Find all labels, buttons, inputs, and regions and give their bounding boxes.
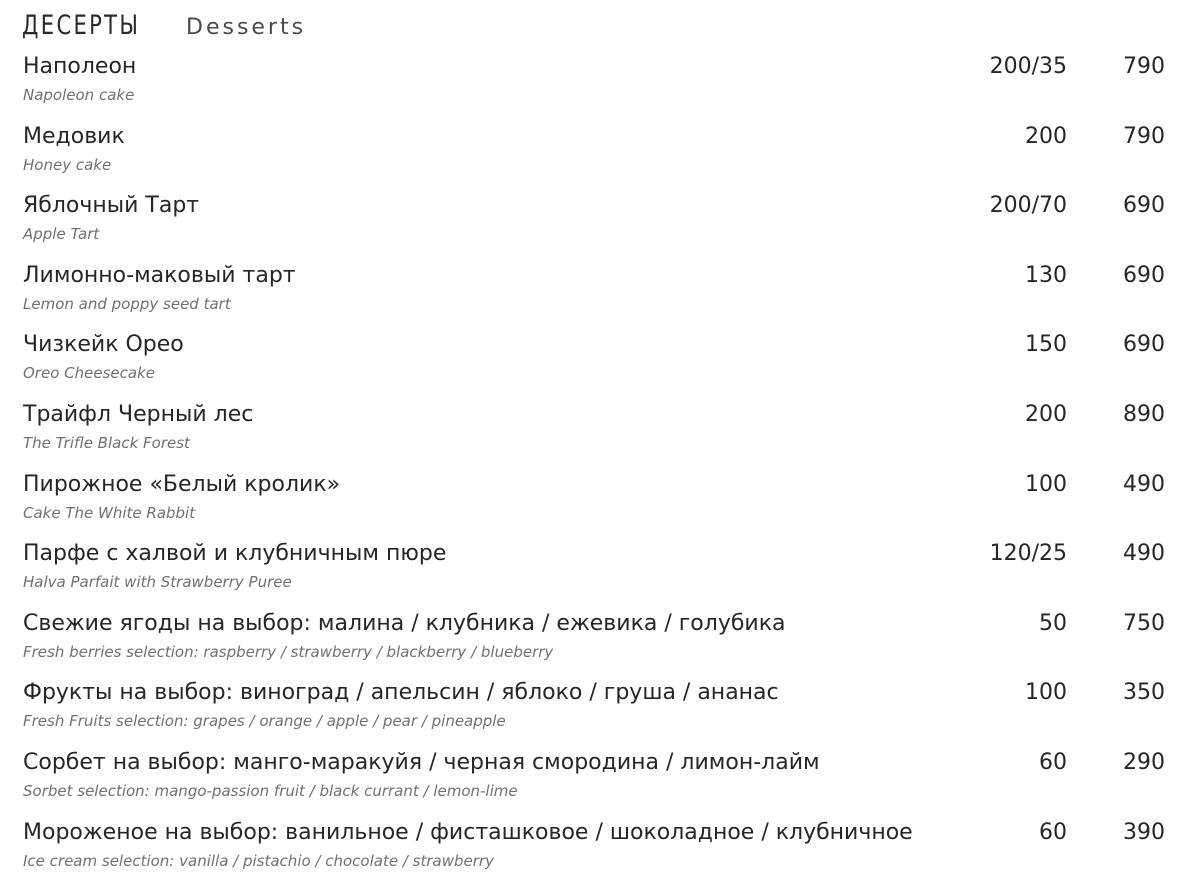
item-weight: 130 [1025, 262, 1067, 288]
item-name-en: Oreo Cheesecake [23, 364, 155, 383]
item-name-en: Halva Parfait with Strawberry Puree [23, 573, 292, 592]
menu-item [0, 191, 1200, 261]
item-price: 890 [1123, 401, 1165, 427]
item-name-en: Honey cake [23, 155, 112, 174]
item-name-ru: Наполеон [23, 54, 137, 79]
menu-item [0, 261, 1200, 331]
item-weight: 60 [1039, 749, 1067, 775]
item-price: 490 [1123, 541, 1165, 567]
item-price: 690 [1123, 193, 1165, 219]
menu-item [0, 122, 1200, 192]
item-name-ru: Сорбет на выбор: манго-маракуйя / черная смородина / лимон-лайм [23, 749, 820, 775]
item-price: 690 [1123, 332, 1165, 358]
item-weight: 100 [1025, 471, 1067, 497]
item-weight: 100 [1025, 680, 1067, 706]
menu-item [0, 609, 1200, 679]
item-name-ru: Лимонно-маковый тарт [23, 262, 296, 288]
item-name-ru: Медовик [23, 123, 125, 149]
item-name-en: Cake The White Rabbit [23, 503, 196, 522]
menu-item [0, 330, 1200, 400]
item-price: 790 [1123, 54, 1165, 79]
item-name-ru: Пирожное «Белый кролик» [23, 471, 341, 497]
item-price: 490 [1123, 471, 1165, 497]
item-price: 750 [1123, 610, 1165, 636]
item-weight: 120/25 [989, 541, 1067, 567]
menu-item [0, 52, 1200, 122]
item-name-en: Napoleon cake [23, 86, 135, 104]
menu-header [22, 10, 306, 50]
item-name-en: The Trifle Black Forest [23, 433, 190, 452]
item-name-ru: Мороженое на выбор: ванильное / фисташковое / шоколадное / клубничное [23, 819, 913, 845]
menu-item [0, 818, 1200, 887]
item-name-en: Sorbet selection: mango-passion fruit / black currant / lemon-lime [23, 781, 518, 800]
item-name-ru: Трайфл Черный лес [23, 401, 254, 427]
item-weight: 150 [1025, 332, 1067, 358]
item-price: 690 [1123, 262, 1165, 288]
item-price: 790 [1123, 123, 1165, 149]
menu-item [0, 748, 1200, 818]
section-title-en: Desserts [186, 15, 307, 40]
item-weight: 60 [1039, 819, 1067, 845]
item-name-ru: Свежие ягоды на выбор: малина / клубника / ежевика / голубика [23, 610, 786, 636]
menu-item [0, 400, 1200, 470]
menu-item [0, 470, 1200, 540]
item-price: 390 [1123, 819, 1165, 845]
item-name-en: Apple Tart [23, 225, 100, 244]
item-name-en: Ice cream selection: vanilla / pistachio / chocolate / strawberry [23, 851, 494, 870]
item-name-en: Fresh berries selection: raspberry / strawberry / blackberry / blueberry [23, 642, 554, 661]
item-name-ru: Чизкейк Орео [23, 332, 184, 358]
item-weight: 50 [1039, 610, 1067, 636]
item-price: 290 [1123, 749, 1165, 775]
item-name-ru: Яблочный Тарт [23, 193, 200, 219]
item-weight: 200 [1025, 401, 1067, 427]
item-weight: 200 [1025, 123, 1067, 149]
item-name-en: Lemon and poppy seed tart [23, 294, 231, 313]
item-name-en: Fresh Fruits selection: grapes / orange / apple / pear / pineapple [23, 712, 506, 731]
item-name-ru: Фрукты на выбор: виноград / апельсин / яблоко / груша / ананас [23, 680, 779, 706]
menu-items [0, 52, 1200, 887]
item-price: 350 [1123, 680, 1165, 706]
item-weight: 200/35 [989, 54, 1067, 79]
item-name-ru: Парфе с халвой и клубничным пюре [23, 541, 447, 567]
section-title-ru: ДЕСЕРТЫ [22, 10, 141, 41]
menu-item [0, 678, 1200, 748]
menu-item [0, 539, 1200, 609]
item-weight: 200/70 [989, 193, 1067, 219]
